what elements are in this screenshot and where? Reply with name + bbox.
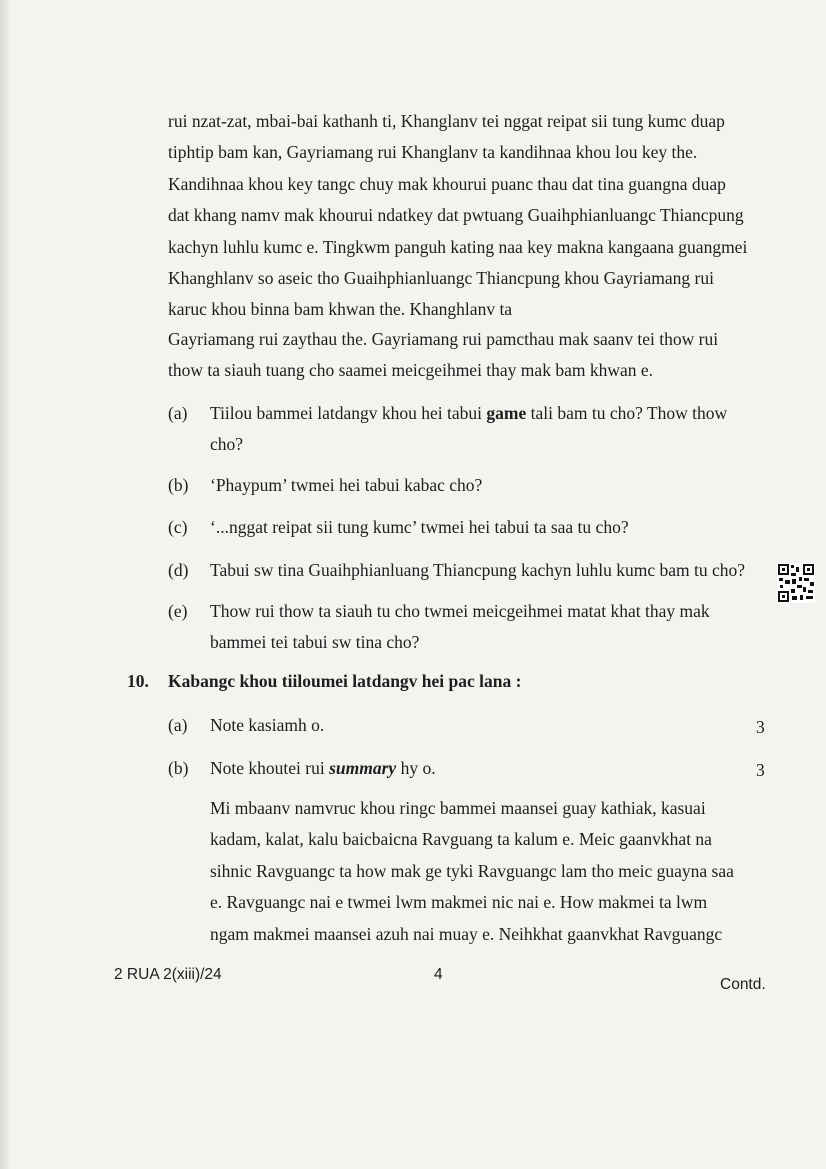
question-text: ‘Phaypum’ twmei hei tabui kabac cho?	[210, 475, 483, 495]
passage-block-3	[210, 793, 776, 950]
passage-line: e. Ravguangc nai e twmei lwm makmei nic nai e. How makmei ta lwm	[210, 892, 708, 913]
scan-edge	[0, 0, 10, 1169]
question-title: Kabangc khou tiiloumei latdangv hei pac lana :	[168, 671, 522, 691]
passage-line: thow ta siauh tuang cho saamei meicgeihmei thay mak bam khwan e.	[168, 360, 653, 381]
passage-line: Kandihnaa khou key tangc chuy mak khourui puanc thau dat tina guangna duap	[168, 173, 726, 194]
passage-line: ngam makmei maansei azuh nai muay e. Neihkhat gaanvkhat Ravguangc	[210, 923, 723, 944]
question-9e	[168, 596, 778, 658]
qr-code-icon	[777, 563, 815, 603]
question-number: 10.	[127, 671, 149, 691]
continued-label: Contd.	[720, 976, 766, 993]
marks: 3	[756, 760, 765, 780]
question-label: (d)	[168, 560, 189, 580]
passage-line: Mi mbaanv namvruc khou ringc bammei maansei guay kathiak, kasuai	[210, 798, 706, 818]
question-label: (a)	[168, 715, 188, 735]
question-text: Thow rui thow ta siauh tu cho twmei meicgeihmei matat khat thay mak	[210, 601, 710, 621]
question-text: ‘...nggat reipat sii tung kumc’ twmei hei tabui ta saa tu cho?	[210, 517, 629, 537]
question-label: (a)	[168, 403, 188, 423]
passage-line: dat khang namv mak khourui ndatkey dat pwtuang Guaihphianluangc Thiancpung	[168, 205, 744, 226]
question-keyword: game	[486, 403, 527, 423]
question-label: (c)	[168, 517, 188, 537]
question-text: Tiilou bammei latdangv khou hei tabui	[210, 403, 487, 423]
question-label: (e)	[168, 601, 188, 621]
question-keyword: summary	[329, 758, 397, 778]
marks: 3	[756, 717, 765, 737]
passage-block-2	[168, 324, 776, 387]
question-text: hy o.	[396, 758, 436, 778]
passage-line: rui nzat-zat, mbai-bai kathanh ti, Khanglanv tei nggat reipat sii tung kumc duap	[168, 111, 725, 131]
paper-code: 2 RUA 2(xiii)/24	[114, 966, 222, 983]
passage-line: karuc khou binna bam khwan the. Khanghlanv ta	[168, 299, 513, 320]
passage-line: Khanghlanv so aseic tho Guaihphianluangc Thiancpung khou Gayriamang rui	[168, 268, 714, 289]
question-text: Tabui sw tina Guaihphianluang Thiancpung kachyn luhlu kumc bam tu cho?	[210, 560, 745, 580]
question-text: Note khoutei rui	[210, 758, 330, 778]
page-number: 4	[434, 966, 443, 983]
question-label: (b)	[168, 475, 189, 495]
passage-line: tiphtip bam kan, Gayriamang rui Khanglanv ta kandihnaa khou lou key the.	[168, 142, 698, 163]
question-text: cho?	[210, 434, 244, 454]
passage-line: Gayriamang rui zaythau the. Gayriamang rui pamcthau mak saanv tei thow rui	[168, 329, 719, 349]
question-text: Note kasiamh o.	[210, 715, 325, 735]
passage-line: kachyn luhlu kumc e. Tingkwm panguh kating naa key makna kangaana guangmei	[168, 236, 748, 257]
question-label: (b)	[168, 758, 189, 778]
question-9a	[168, 398, 778, 460]
passage-line: kadam, kalat, kalu baicbaicna Ravguang ta kalum e. Meic gaanvkhat na	[210, 829, 712, 850]
passage-line: sihnic Ravguangc ta how mak ge tyki Ravguangc lam tho meic guayna saa	[210, 860, 734, 881]
passage-block-1	[168, 106, 776, 326]
question-text: bammei tei tabui sw tina cho?	[210, 632, 420, 652]
question-text: tali bam tu cho? Thow thow	[526, 403, 728, 423]
